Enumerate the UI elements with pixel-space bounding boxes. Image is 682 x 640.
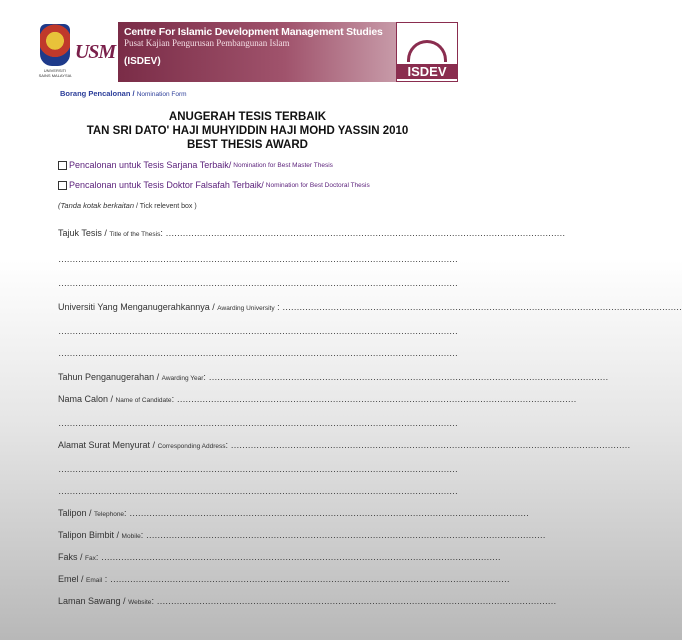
centre-abbreviation: (ISDEV) [124, 56, 161, 67]
option-master[interactable] [58, 160, 333, 170]
thesis-title-field[interactable] [58, 228, 565, 238]
tick-note-open: ( [58, 201, 61, 210]
email-dots: …………………………………………………………………………………………………………………………… [109, 574, 510, 584]
option-doctoral-en: Nomination for Best Doctoral Thesis [265, 181, 370, 189]
year-en: Awarding Year [161, 375, 204, 382]
candidate-ms: Nama Calon [58, 394, 109, 404]
usm-logo [72, 22, 118, 82]
phone-dots: …………………………………………………………………………………………………………………………… [129, 508, 529, 518]
tick-note-close: ) [192, 203, 197, 210]
award-patron: TAN SRI DATO' HAJI MUHYIDDIN HAJI MOHD YASSIN 2010 [86, 125, 409, 137]
phone-colon: : [124, 508, 130, 518]
phone-ms: Talipon [58, 508, 87, 518]
university-en: Awarding University [217, 305, 275, 312]
mobile-colon: : [140, 530, 146, 540]
fax-field[interactable] [58, 552, 501, 562]
address-colon: : [225, 440, 231, 450]
year-sep: / [154, 372, 162, 382]
address-line-2[interactable]: …………………………………………………………………………………………………………………………… [58, 464, 458, 474]
website-ms: Laman Sawang [58, 596, 121, 606]
award-title: ANUGERAH TESIS TERBAIK [168, 111, 327, 123]
thesis-title-line-3[interactable]: …………………………………………………………………………………………………………………………… [58, 278, 458, 288]
email-ms: Emel [58, 574, 79, 584]
fax-colon: : [95, 552, 101, 562]
website-en: Website [128, 599, 152, 606]
thesis-title-en: Title of the Thesis [109, 231, 161, 238]
option-doctoral[interactable] [58, 180, 370, 190]
address-line-3[interactable]: …………………………………………………………………………………………………………………………… [58, 486, 458, 496]
thesis-title-colon: : [160, 228, 166, 238]
usm-logo-text: USM [74, 40, 116, 63]
year-dots: …………………………………………………………………………………………………………………………… [208, 372, 608, 382]
dome-icon [407, 40, 447, 62]
crest-icon [40, 24, 70, 66]
option-master-sep: / [228, 160, 232, 170]
centre-title: Centre For Islamic Development Management Studies [124, 26, 383, 38]
fax-ms: Faks [58, 552, 78, 562]
email-sep: / [78, 574, 87, 584]
checkbox-master[interactable] [58, 161, 67, 170]
option-doctoral-ms: Pencalonan untuk Tesis Doktor Falsafah Terbaik [69, 180, 262, 190]
university-line-2[interactable]: …………………………………………………………………………………………………………………………… [58, 326, 458, 336]
tick-note-sep: / [134, 203, 140, 210]
phone-en: Telephone [94, 511, 125, 518]
candidate-line-2[interactable]: …………………………………………………………………………………………………………………………… [58, 418, 458, 428]
website-field[interactable] [58, 596, 556, 606]
candidate-colon: : [171, 394, 177, 404]
tick-note-en: Tick relevent box [139, 203, 193, 210]
fax-dots: …………………………………………………………………………………………………………………………… [100, 552, 501, 562]
year-ms: Tahun Penganugerahan [58, 372, 155, 382]
form-label [60, 89, 187, 98]
option-master-en: Nomination for Best Master Thesis [233, 161, 333, 169]
website-dots: …………………………………………………………………………………………………………………………… [156, 596, 556, 606]
candidate-en: Name of Candidate [115, 397, 172, 404]
candidate-sep: / [108, 394, 116, 404]
crest-caption: UNIVERSITI SAINS MALAYSIA [38, 68, 72, 78]
year-colon: : [203, 372, 209, 382]
phone-field[interactable] [58, 508, 529, 518]
centre-title-block [118, 22, 396, 82]
university-crest [38, 24, 72, 80]
centre-title-malay: Pusat Kajian Pengurusan Pembangunan Islam [124, 38, 290, 48]
address-field[interactable] [58, 440, 631, 450]
mobile-field[interactable] [58, 530, 546, 540]
fax-sep: / [77, 552, 86, 562]
mobile-ms: Talipon Bimbit [58, 530, 115, 540]
form-label-ms: Borang Pencalonan [60, 89, 131, 98]
university-field[interactable] [58, 302, 682, 312]
form-label-en: Nomination Form [136, 91, 187, 98]
website-colon: : [151, 596, 157, 606]
award-subtitle: BEST THESIS AWARD [187, 139, 308, 151]
address-ms: Alamat Surat Menyurat [58, 440, 151, 450]
thesis-title-dots: …………………………………………………………………………………………………………………………… [165, 228, 565, 238]
university-line-3[interactable]: …………………………………………………………………………………………………………………………… [58, 348, 458, 358]
thesis-title-ms: Tajuk Tesis [58, 228, 102, 238]
address-dots: …………………………………………………………………………………………………………………………… [230, 440, 631, 450]
isdev-logo-text: ISDEV [397, 64, 457, 79]
mobile-dots: …………………………………………………………………………………………………………………………… [145, 530, 546, 540]
address-sep: / [150, 440, 158, 450]
mobile-en: Mobile [121, 533, 141, 540]
university-ms: Universiti Yang Menganugerahkannya [58, 302, 210, 312]
year-field[interactable] [58, 372, 608, 382]
thesis-title-sep: / [101, 228, 110, 238]
email-field[interactable] [58, 574, 510, 584]
fax-en: Fax [85, 555, 96, 562]
phone-sep: / [86, 508, 95, 518]
header-banner [38, 22, 458, 82]
thesis-title-line-2[interactable]: …………………………………………………………………………………………………………………………… [58, 254, 458, 264]
option-doctoral-sep: / [261, 180, 264, 190]
university-colon: : [274, 302, 283, 312]
website-sep: / [120, 596, 129, 606]
university-sep: / [209, 302, 218, 312]
email-colon: : [102, 574, 110, 584]
address-en: Corresponding Address [157, 443, 226, 450]
email-en: Email [86, 577, 103, 584]
candidate-dots: …………………………………………………………………………………………………………………………… [176, 394, 577, 404]
candidate-field[interactable] [58, 394, 577, 404]
tick-note-ms: Tanda kotak berkaitan [60, 201, 135, 210]
university-dots: …………………………………………………………………………………………………………………………… [282, 302, 682, 312]
checkbox-doctoral[interactable] [58, 181, 67, 190]
tick-note [58, 201, 197, 210]
isdev-logo [396, 22, 458, 82]
form-label-sep: / [130, 89, 137, 98]
mobile-sep: / [114, 530, 122, 540]
option-master-ms: Pencalonan untuk Tesis Sarjana Terbaik [69, 160, 229, 170]
